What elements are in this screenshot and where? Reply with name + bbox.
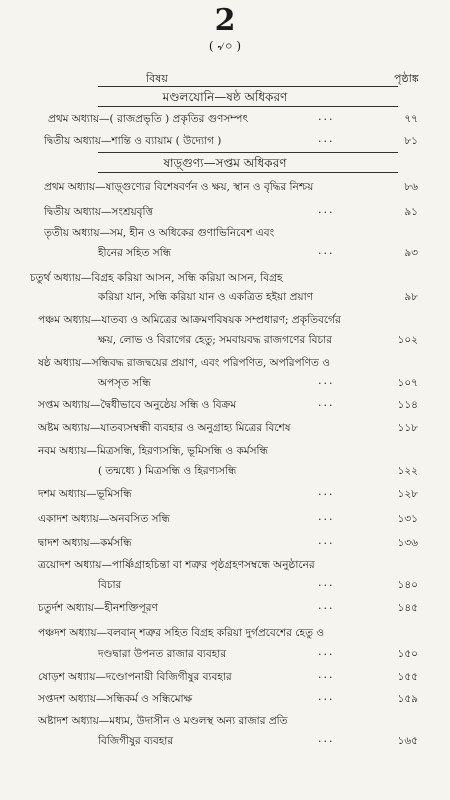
toc-entry-page: ৯৮ — [404, 291, 418, 303]
toc-entry-page: ৭৭ — [404, 113, 418, 125]
leader-dots: ... — [318, 110, 335, 123]
toc-entry-page: ৮১ — [404, 135, 418, 147]
toc-entry-title: সপ্তদশ অধ্যায়—সন্ধিকর্ম ও সন্ধিমোক্ষ — [38, 693, 193, 705]
column-header-subject: বিষয় — [146, 72, 168, 85]
toc-entry-continuation: ক্ষয়, লোভ ও বিরাগের হেতু; সমবায়বদ্ধ রাজগণের বিচার — [98, 334, 332, 346]
toc-entry-page: ১১৮ — [397, 422, 418, 434]
toc-entry-title: দ্বিতীয় অধ্যায়—সংশ্রয়বৃত্তি — [44, 206, 154, 218]
toc-entry-continuation: করিয়া যান, সন্ধি করিয়া যান ও একত্রিত হইয়া প্রয়াণ — [98, 291, 314, 303]
toc-entry-page: ১১৪ — [397, 399, 418, 411]
section-rule-bottom — [98, 172, 398, 173]
leader-dots: ... — [318, 645, 335, 658]
toc-entry-page: ১৫৫ — [397, 671, 418, 683]
leader-dots: ... — [318, 576, 335, 589]
leader-dots: ... — [318, 244, 335, 257]
toc-entry-page: ১৪৫ — [397, 602, 418, 614]
leader-dots: ... — [318, 668, 335, 681]
toc-entry-title: সপ্তম অধ্যায়—দ্বৈধীভাবে অনুষ্ঠেয় সন্ধি ও বিক্রম — [38, 399, 237, 411]
section-rule-top — [98, 86, 398, 87]
toc-entry-title: তৃতীয় অধ্যায়—সম, হীন ও অধিকের গুণাভিনিবেশ এবং — [44, 227, 275, 239]
toc-entry-page: ১২২ — [397, 465, 418, 477]
toc-entry-title: চতুর্থ অধ্যায়—বিগ্রহ করিয়া আসন, সন্ধি করিয়া আসন, বিগ্রহ — [30, 272, 283, 284]
section-rule-top — [98, 152, 398, 153]
toc-entry-title: পঞ্চদশ অধ্যায়—বলবান্‌ শত্রুর সহিত বিগ্রহ করিয়া দুর্গপ্রবেশের হেতু ও — [38, 627, 325, 639]
leader-dots: ... — [318, 510, 335, 523]
leader-dots: ... — [318, 485, 335, 498]
toc-entry-continuation: অপসৃত সন্ধি — [98, 377, 151, 389]
section-heading-7: ষাড়্‌গুণ্য—সপ্তম অধিকরণ — [163, 156, 287, 170]
toc-entry-continuation: বিচার — [98, 579, 122, 591]
toc-entry-continuation: দণ্ডদ্বারা উপনত রাজার ব্যবহার — [98, 648, 227, 660]
section-heading-6: মণ্ডলযোনি—ষষ্ঠ অধিকরণ — [162, 90, 288, 104]
toc-entry-page: ১৪০ — [397, 579, 418, 591]
toc-entry-page: ১৩৬ — [397, 537, 418, 549]
toc-entry-title: চতুর্দশ অধ্যায়—হীনশক্তিপূরণ — [38, 602, 158, 614]
section-rule-bottom — [98, 106, 398, 107]
toc-entry-title: প্রথম অধ্যায়—ষাড়্‌গুণ্যের বিশেষবর্ণন ও ক্ষয়, স্থান ও বৃদ্ধির নিশ্চয় — [44, 181, 314, 193]
toc-entry-page: ৮৬ — [404, 181, 418, 193]
toc-entry-title: দ্বিতীয় অধ্যায়—শান্তি ও ব্যায়াম ( উদ্যোগ ) — [44, 135, 222, 147]
toc-entry-page: ১৫৯ — [397, 693, 418, 705]
toc-entry-continuation: ( তন্মধ্যে ) মিত্রসন্ধি ও হিরণ্যসন্ধি — [98, 465, 237, 477]
toc-entry-title: একাদশ অধ্যায়—অনবসিত সন্ধি — [38, 513, 170, 525]
toc-entry-title: দ্বাদশ অধ্যায়—কর্মসন্ধি — [38, 537, 132, 549]
toc-entry-title: ষষ্ঠ অধ্যায়—সন্ধিবদ্ধ রাজদ্বয়ের প্রয়াণ, এবং পরিপণিত, অপরিপণিত ও — [38, 357, 330, 369]
toc-entry-page: ৯৩ — [404, 247, 418, 259]
toc-entry-page: ১০২ — [397, 334, 418, 346]
leader-dots: ... — [318, 732, 335, 745]
leader-dots: ... — [318, 132, 335, 145]
toc-entry-title: ত্রয়োদশ অধ্যায়—পার্ষ্ণিগ্রাহচিন্তা বা শত্রুর পৃষ্ঠগ্রহণসম্বন্ধে অনুষ্ঠানের — [38, 559, 315, 571]
leader-dots: ... — [318, 396, 335, 409]
page-number: 2 — [214, 3, 236, 38]
column-header-page: পৃষ্ঠাঙ্ক — [394, 72, 419, 85]
toc-entry-title: ষোড়শ অধ্যায়—দণ্ডোপনায়ী বিজিগীষুর ব্যবহার — [38, 671, 232, 683]
toc-entry-title: দশম অধ্যায়—ভূমিসন্ধি — [38, 488, 132, 500]
toc-entry-page: ১৫০ — [397, 648, 418, 660]
toc-entry-title: অষ্টাদশ অধ্যায়—মধ্যম, উদাসীন ও মণ্ডলস্থ অন্য রাজার প্রতি — [38, 715, 288, 727]
toc-entry-page: ১৩১ — [397, 513, 418, 525]
toc-entry-page: ১৬৫ — [397, 735, 418, 747]
toc-entry-title: প্রথম অধ্যায়—( রাজপ্রভৃতি ) প্রকৃতির গুণসম্পৎ — [48, 113, 249, 125]
toc-entry-page: ৯১ — [404, 206, 418, 218]
toc-entry-title: অষ্টম অধ্যায়—যাতব্যসম্বন্ধী ব্যবহার ও অনুগ্রাহ্য মিত্রের বিশেষ — [38, 422, 291, 434]
leader-dots: ... — [318, 203, 335, 216]
toc-entry-continuation: হীনের সহিত সন্ধি — [98, 247, 172, 259]
sub-page-number: ( ৵০ ) — [208, 39, 242, 53]
toc-entry-title: পঞ্চম অধ্যায়—যাতব্য ও অমিত্রের আক্রমণবিষয়ক সম্প্রধারণ; প্রকৃতিবর্গের — [38, 314, 341, 326]
leader-dots: ... — [318, 690, 335, 703]
toc-entry-continuation: বিজিগীষুর ব্যবহার — [98, 735, 174, 747]
leader-dots: ... — [318, 599, 335, 612]
toc-entry-title: নবম অধ্যায়—মিত্রসন্ধি, হিরণ্যসন্ধি, ভূমিসন্ধি ও কর্মসন্ধি — [38, 445, 268, 457]
leader-dots: ... — [318, 534, 335, 547]
toc-entry-page: ১২৮ — [397, 488, 418, 500]
leader-dots: ... — [318, 374, 335, 387]
toc-entry-page: ১০৭ — [397, 377, 418, 389]
